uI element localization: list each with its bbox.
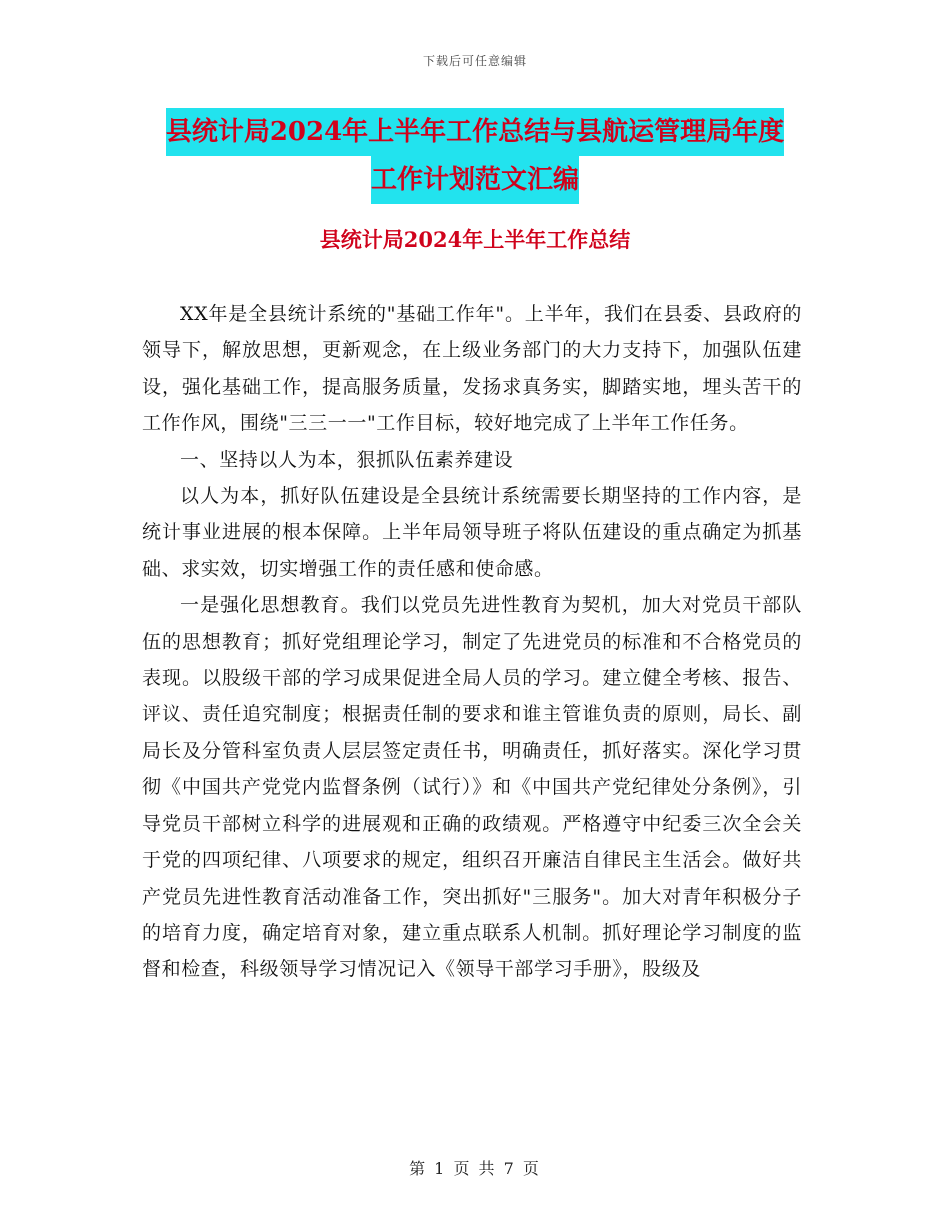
page-number: 第 1 页 共 7 页 — [409, 1159, 541, 1178]
document-title — [150, 108, 800, 204]
paragraph: 以人为本，抓好队伍建设是全县统计系统需要长期坚持的工作内容，是统计事业进展的根本保障。上半年局领导班子将队伍建设的重点确定为抓基础、求实效，切实增强工作的责任感和使命感。 — [142, 485, 802, 580]
section-title: 县统计局2024年上半年工作总结 — [319, 227, 631, 252]
paragraph: 一是强化思想教育。我们以党员先进性教育为契机，加大对党员干部队伍的思想教育；抓好党组理论学习，制定了先进党员的标准和不合格党员的表现。以股级干部的学习成果促进全局人员的学习。建立健全考核、报告、评议、责任追究制度；根据责任制的要求和谁主管谁负责的原则，局长、副局长及分管科室负责人层层签定责任书，明确责任，抓好落实。深化学习贯彻《中国共产党党内监督条例（试行）》和《中国共产党纪律处分条例》，引导党员干部树立科学的进展观和正确的政绩观。严格遵守中纪委三次全会关于党的四项纪律、八项要求的规定，组织召开廉洁自律民主生活会。做好共产党员先进性教育活动准备工作，突出抓好"三服务"。加大对青年积极分子的培育力度，确定培育对象，建立重点联系人机制。抓好理论学习制度的监督和检查，科级领导学习情况记入《领导干部学习手册》，股级及 — [142, 594, 802, 981]
paragraph-heading: 一、坚持以人为本，狠抓队伍素养建设 — [180, 448, 514, 471]
page-header-note: 下载后可任意编辑 — [422, 54, 527, 68]
document-body — [142, 296, 802, 988]
paragraph: XX年是全县统计系统的"基础工作年"。上半年，我们在县委、县政府的领导下，解放思想，更新观念，在上级业务部门的大力支持下，加强队伍建设，强化基础工作，提高服务质量，发扬求真务实，脚踏实地，埋头苦干的工作作风，围绕"三三一一"工作目标，较好地完成了上半年工作任务。 — [142, 303, 802, 435]
document-title-line-1: 县统计局2024年上半年工作总结与县航运管理局年度 — [166, 108, 784, 156]
document-title-line-2: 工作计划范文汇编 — [371, 156, 579, 204]
